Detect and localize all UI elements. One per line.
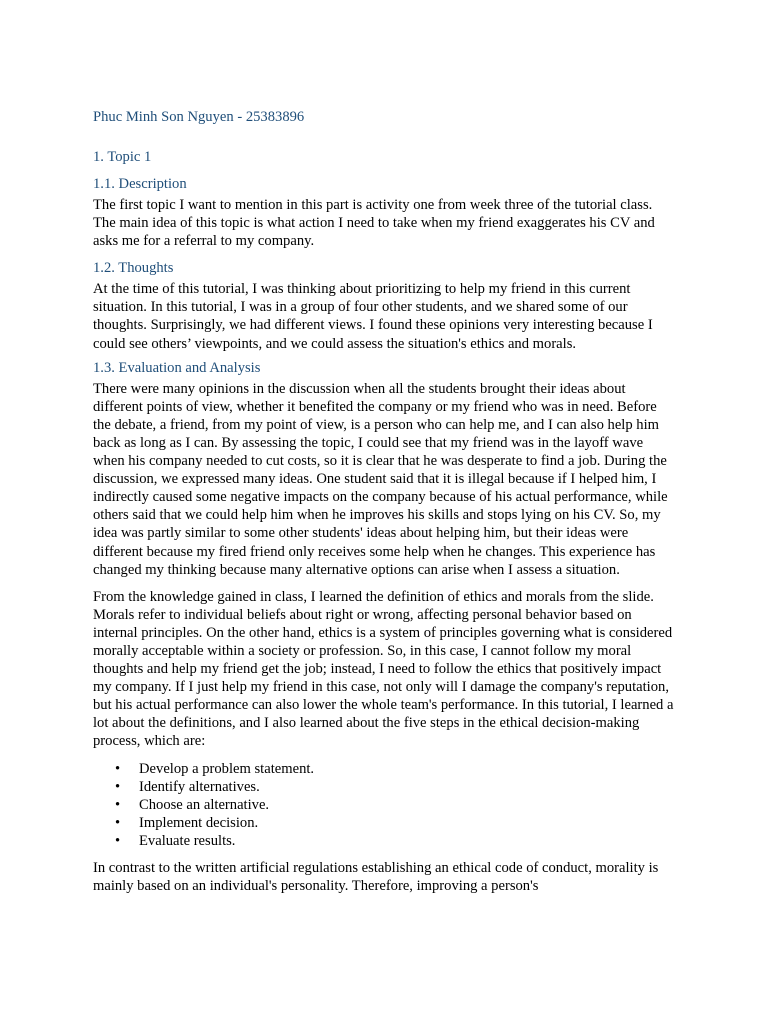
heading-topic-1: 1. Topic 1 <box>93 149 152 165</box>
paragraph-description: The first topic I want to mention in this part is activity one from week three of the tutorial class. The main idea of this topic is what action I need to take when my friend exaggerates his CV and asks me for a referral to my company. <box>93 197 655 250</box>
list-item-text: Evaluate results. <box>139 832 236 849</box>
paragraph-thoughts: At the time of this tutorial, I was thinking about prioritizing to help my friend in this current situation. In this tutorial, I was in a group of four other students, and we shared some of our thoughts. Surprisingly, we had different views. I found these opinions very interesting because I could see others’ viewpoints, and we could assess the situation's ethics and morals. <box>93 281 653 352</box>
list-item <box>93 832 678 850</box>
list-item-text: Choose an alternative. <box>139 796 270 813</box>
list-item-text: Identify alternatives. <box>139 778 260 795</box>
bullet-icon: • <box>115 796 121 813</box>
heading-description: 1.1. Description <box>93 176 187 192</box>
list-item <box>93 796 678 814</box>
bullet-icon: • <box>115 814 121 831</box>
list-item <box>93 778 678 796</box>
steps-list <box>93 760 678 850</box>
paragraph-evaluation-2: From the knowledge gained in class, I learned the definition of ethics and morals from the slide. Morals refer to individual beliefs about right or wrong, affecting personal behavior based on internal principles. On the other hand, ethics is a system of principles governing what is considered morally acceptable within a society or profession. So, in this case, I cannot follow my moral thoughts and help my friend get the job; instead, I need to follow the ethics that positively impact my company. If I just help my friend in this case, not only will I damage the company's reputation, but his actual performance can also lower the whole team's performance. In this tutorial, I learned a lot about the definitions, and I also learned about the five steps in the ethical decision-making process, which are: <box>93 588 674 750</box>
bullet-icon: • <box>115 760 121 777</box>
heading-evaluation: 1.3. Evaluation and Analysis <box>93 359 261 376</box>
document-page <box>93 108 678 904</box>
author-line: Phuc Minh Son Nguyen - 25383896 <box>93 109 305 125</box>
heading-thoughts: 1.2. Thoughts <box>93 260 174 277</box>
list-item <box>93 814 678 832</box>
paragraph-evaluation-1: There were many opinions in the discussion when all the students brought their ideas about different points of view, whether it benefited the company or my friend who was in need. Before the debate, a friend, from my point of view, is a person who can help me, and I can also help him back as long as I can. By assessing the topic, I could see that my friend was in the layoff wave when his company needed to cut costs, so it is clear that he was desperate to find a job. During the discussion, we expressed many ideas. One student said that it is illegal because if I helped him, I indirectly caused some negative impacts on the company because of his actual performance, while others said that we could help him when he improves his skills and stops lying on his CV. So, my idea was partly similar to some other students' ideas about helping him, but their ideas were different because my fired friend only receives some help when he changes. This experience has changed my thinking because many alternative options can arise when I assess a situation. <box>93 380 668 578</box>
paragraph-evaluation-3: In contrast to the written artificial regulations establishing an ethical code of conduct, morality is mainly based on an individual's personality. Therefore, improving a person's <box>93 860 659 895</box>
bullet-icon: • <box>115 778 121 795</box>
list-item-text: Develop a problem statement. <box>139 760 315 777</box>
list-item-text: Implement decision. <box>139 814 259 831</box>
bullet-icon: • <box>115 832 121 849</box>
list-item <box>93 760 678 778</box>
